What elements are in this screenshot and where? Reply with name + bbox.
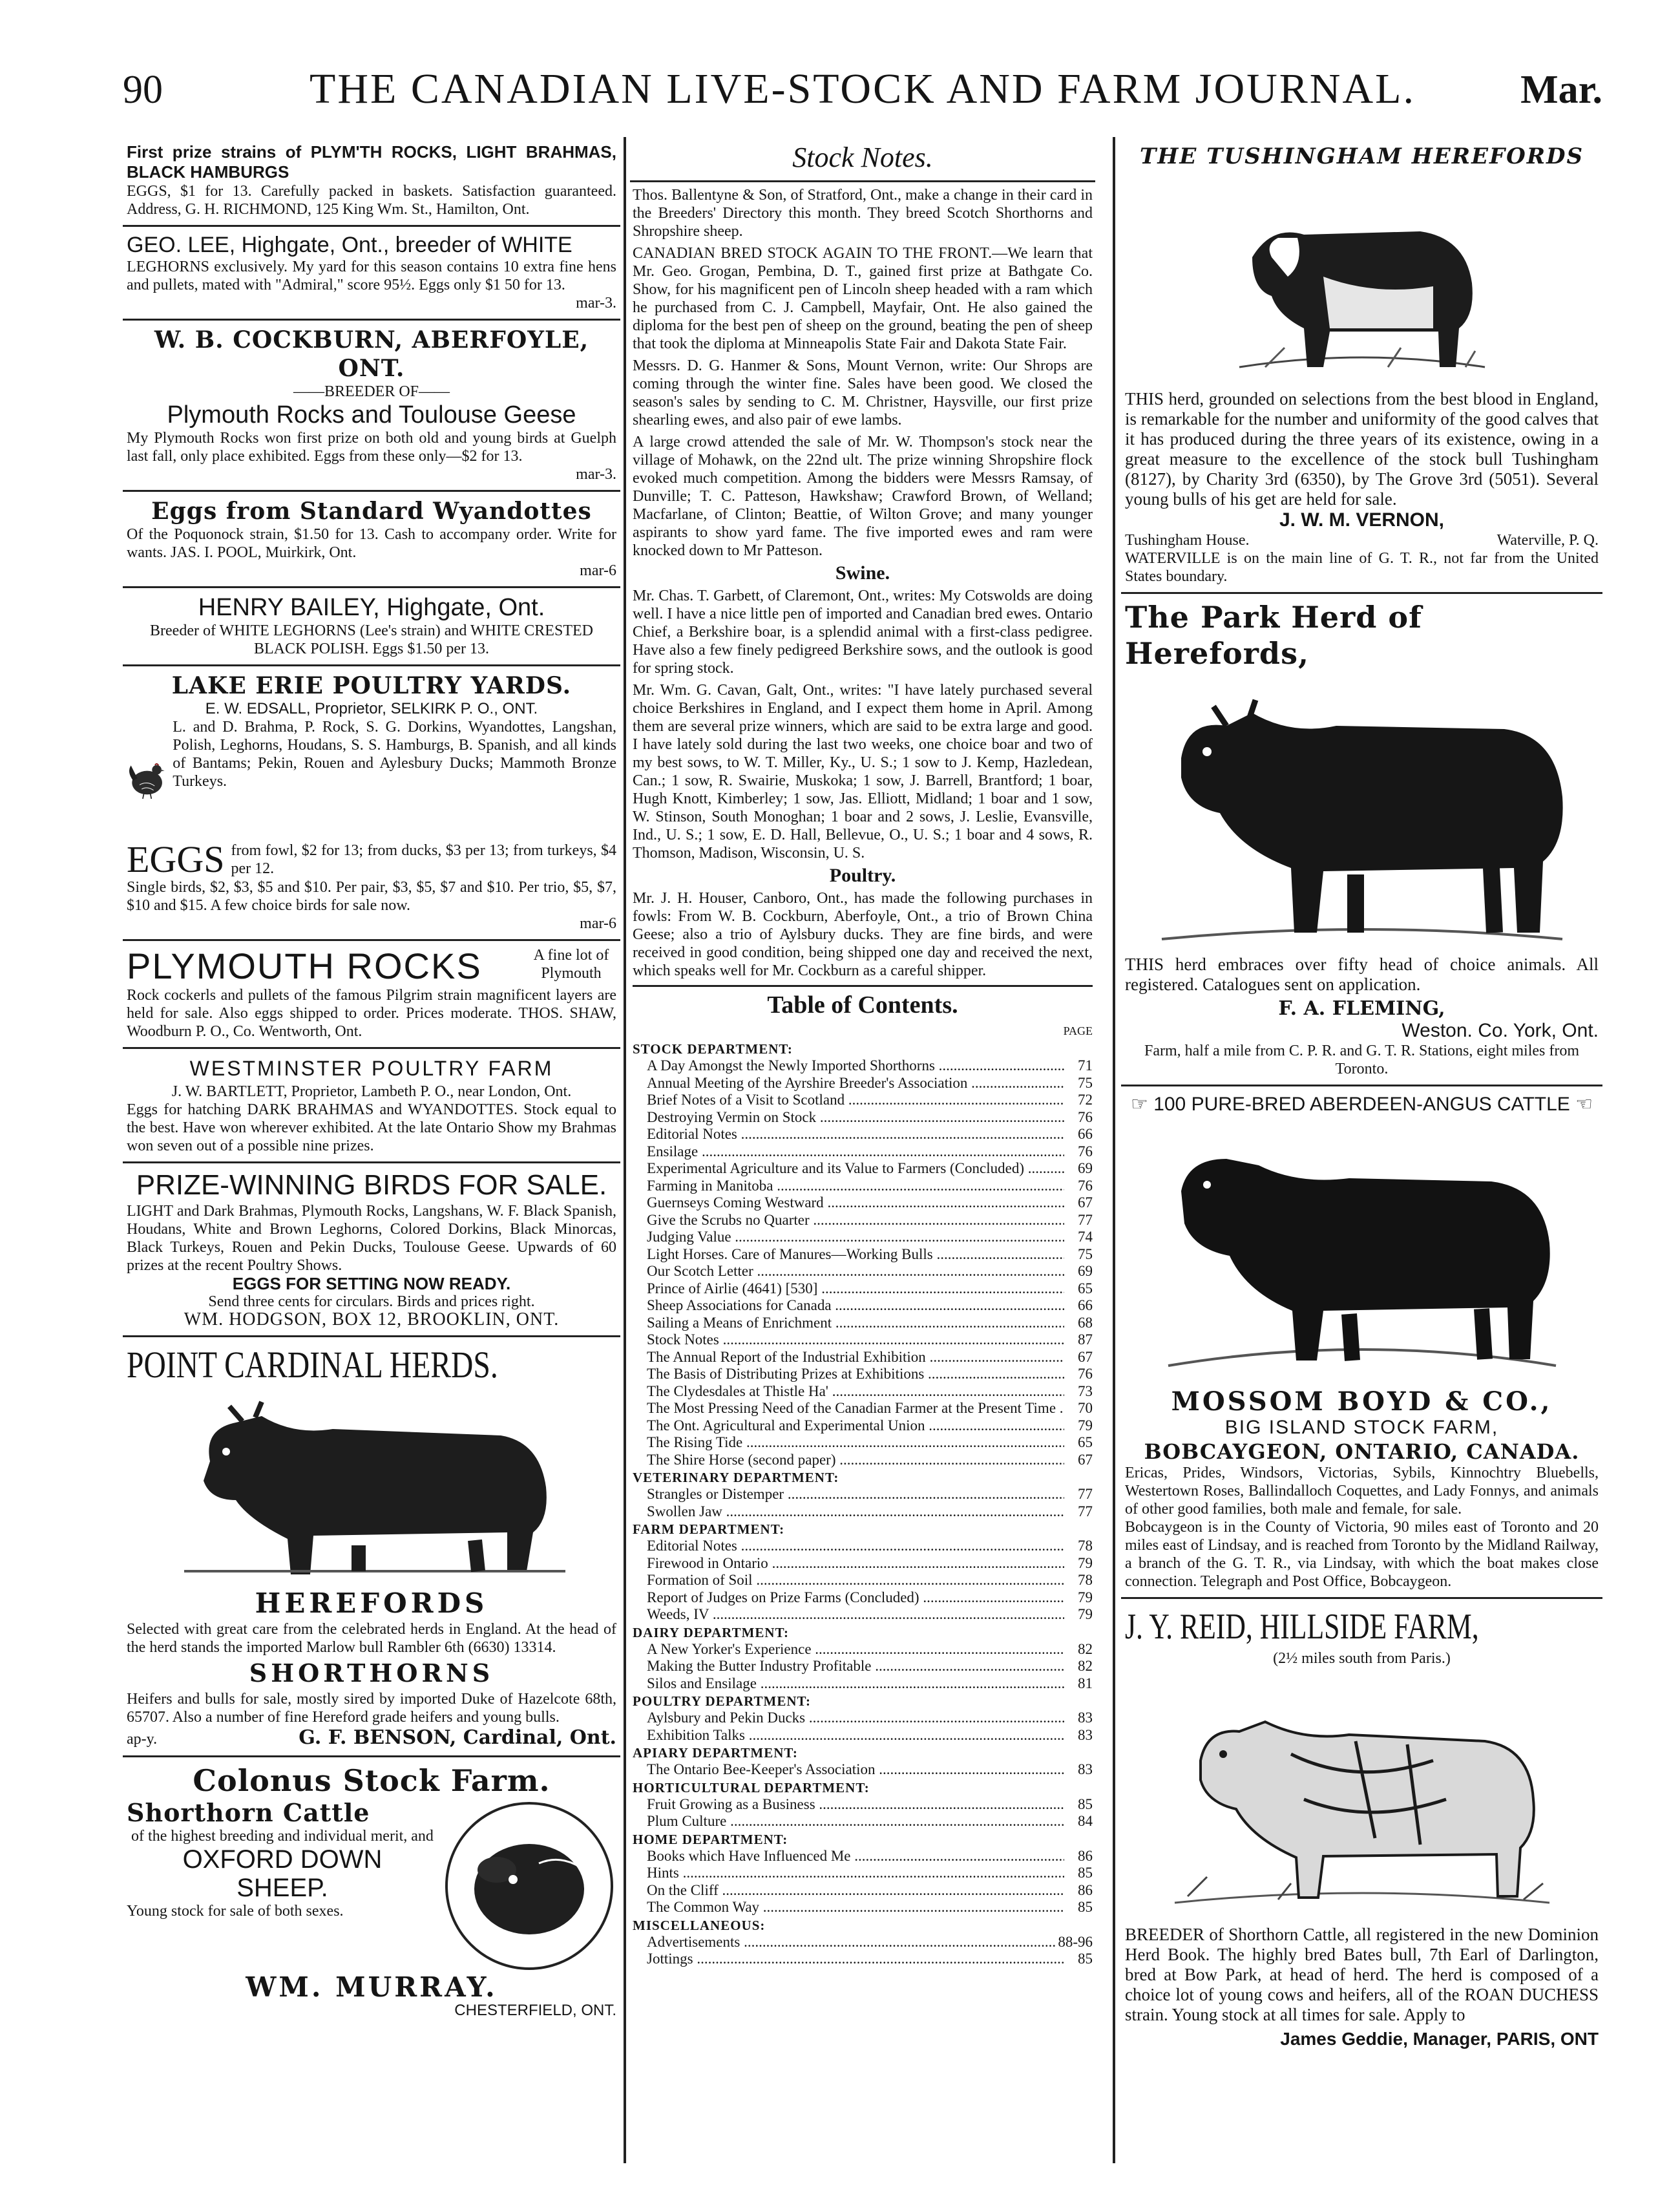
ad-signature: James Geddie, Manager, PARIS, ONT [1280, 2029, 1599, 2049]
toc-entry-title: Advertisements ..... [647, 1934, 1055, 1951]
toc-entry-page: 73 [1078, 1382, 1093, 1399]
ad-name: WM. MURRAY. [246, 1971, 498, 2003]
toc-entry-page: 74 [1078, 1229, 1093, 1245]
toc-entry[interactable] [633, 1934, 1093, 1951]
lake-erie-ad [123, 666, 620, 941]
toc-entry-page: 76 [1078, 1366, 1093, 1382]
toc-entry-page: 71 [1078, 1057, 1093, 1074]
toc-entry-page: 65 [1078, 1434, 1093, 1450]
toc-entry[interactable] [633, 1417, 1093, 1435]
issue-month: Mar. [1520, 68, 1602, 112]
toc-entry[interactable] [633, 1727, 1093, 1744]
toc-entry[interactable] [633, 1400, 1093, 1417]
toc-entry-page: 83 [1078, 1761, 1093, 1777]
toc-entry-title: Formation of Soil ..... [647, 1572, 1064, 1589]
ad-farm: BIG ISLAND STOCK FARM, [1224, 1417, 1499, 1438]
note-paragraph: Thos. Ballentyne & Son, of Stratford, Ont., make a change in their card in the Breeders' Directory this month. They breed Scotch Shorthorns and Shropshire sheep. [633, 187, 1093, 240]
toc-entry-title: Editorial Notes ..... [647, 1538, 1064, 1555]
toc-entry-page: 67 [1078, 1194, 1093, 1211]
toc-entry[interactable] [633, 1641, 1093, 1658]
left-column [123, 137, 620, 2163]
toc-entry-title: Books which Have Influenced Me ..... [647, 1848, 1064, 1865]
toc-entry-page: 67 [1078, 1348, 1093, 1365]
toc-entry[interactable] [633, 1538, 1093, 1555]
hen-illustration [127, 718, 167, 841]
ad-heading: LAKE ERIE POULTRY YARDS. [171, 672, 572, 699]
ad-banner [1125, 1092, 1599, 1117]
toc-section-heading: APIARY DEPARTMENT: [633, 1745, 798, 1761]
ad-note: Farm, half a mile from C. P. R. and G. T. R. Stations, eight miles from Toronto. [1144, 1043, 1580, 1077]
ad-code: mar-6 [580, 915, 616, 932]
note-paragraph: Mr. Chas. T. Garbett, of Claremont, Ont., writes: My Cotswolds are doing well. I have a nice little pen of imported and Canadian bred ewes. Ontario Chief, a Berkshire boar, is a splendid animal with a first-class pedigree. Have also a few finely pedigreed Berkshire sows, and the outlook is good for spring stock. [633, 588, 1093, 677]
ad-breeder-of: ——BREEDER OF—— [293, 383, 450, 400]
toc-entry-title: Hints ..... [647, 1865, 1064, 1882]
geo-lee-ad [123, 227, 620, 321]
toc-page-label: PAGE [1063, 1024, 1093, 1037]
toc-entry[interactable] [633, 1263, 1093, 1280]
toc-entry-title: Sheep Associations for Canada ..... [647, 1297, 1064, 1315]
ad-heading: GEO. LEE, Highgate, Ont., breeder of WHITE [127, 233, 572, 257]
toc-entry-title: A Day Amongst the Newly Imported Shorthorns ..... [647, 1057, 1064, 1075]
toc-entry[interactable] [633, 1555, 1093, 1572]
ad-heading: THE TUSHINGHAM HEREFORDS [1139, 143, 1584, 169]
ad-heading: WESTMINSTER POULTRY FARM [189, 1057, 554, 1080]
ad-heading: PLYMOUTH ROCKS [127, 946, 482, 986]
toc-entry-title: Plum Culture ..... [647, 1813, 1064, 1830]
ad-row [127, 1799, 616, 1973]
note-paragraph: Mr. Wm. G. Cavan, Galt, Ont., writes: "I have lately purchased several choice Berkshires in England, and I expect them home in April. Among them are several prize winners, which are said to be extra large and good. I have lately sold during the last two weeks, one choice boar and two of my best sows, to W. T. Miller, Ky., U. S.; 1 sow to J. Kemp, Hazledean, Can.; 1 sow, R. Swairie, Muskoka; 1 sow, J. Barrell, Brantford; 1 boar, Hugh Knott, Kimberley; 1 sow, Jas. Elliott, Midland; 1 boar and 1 sow, W. Stinson, South Monoghan; 1 boar and 2 sows, J. Leslie, Evansville, Ind., U. S.; 1 sow, E. D. Hall, Bellevue, O., U. S.; 1 boar and 4 sows, R. Thomson, Madison, Wisconsin, U. S. [633, 682, 1093, 862]
oxford-line1: OXFORD DOWN [182, 1845, 383, 1874]
ad-place: CHESTERFIELD, ONT. [454, 2002, 616, 2019]
toc-entry[interactable] [633, 1848, 1093, 1865]
toc-entry-title: Editorial Notes ..... [647, 1126, 1064, 1143]
toc-entry-page: 82 [1078, 1640, 1093, 1657]
toc-entry[interactable] [633, 1813, 1093, 1830]
column-rule-right [1113, 137, 1115, 2163]
toc-entry-page: 76 [1078, 1177, 1093, 1194]
toc-entry-title: Strangles or Distemper ..... [647, 1486, 1064, 1503]
bailey-ad [123, 588, 620, 666]
eggs-prices: from fowl, $2 for 13; from ducks, $3 per 13; from turkeys, $4 per 12. [231, 842, 616, 877]
colonus-ad [123, 1757, 620, 2026]
point-cardinal-ad [123, 1337, 620, 1757]
toc-section-heading: HORTICULTURAL DEPARTMENT: [633, 1779, 870, 1795]
toc-entry[interactable] [633, 1710, 1093, 1727]
middle-column [630, 137, 1095, 2163]
column-rule-left [624, 137, 626, 2163]
ad-text [127, 1799, 438, 1973]
toc-entry[interactable] [633, 1178, 1093, 1195]
page-number: 90 [123, 68, 163, 112]
toc-entry[interactable] [633, 1126, 1093, 1143]
toc-entry[interactable] [633, 1572, 1093, 1589]
ad-house: Tushingham House. [1125, 532, 1250, 549]
toc-entry[interactable] [633, 1297, 1093, 1315]
toc-entry[interactable] [633, 1434, 1093, 1452]
toc-entry-title: Prince of Airlie (4641) [530] ..... [647, 1280, 1064, 1298]
ad-code: mar-6 [580, 562, 616, 579]
toc-entry-title: Light Horses. Care of Manures—Working Bulls ..... [647, 1246, 1064, 1264]
note-paragraph: Mr. J. H. Houser, Canboro, Ont., has made the following purchases in fowls: From W. B. Cockburn, Aberfoyle, Ont., a trio of Brown China Geese; also a trio of Aylsbury ducks. They are fine birds, and were received in good condition, being shipped one day and received the next, which speaks well for Mr. Cockburn as a careful shipper. [633, 889, 1093, 987]
ad-body: LIGHT and Dark Brahmas, Plymouth Rocks, Langshans, W. F. Black Spanish, Houdans, White and Brown Leghorns, Colored Dorkins, Black Minorcas, Black Turkeys, Rouen and Pekin Ducks, Toulouse Geese. Upwards of 60 prizes at the recent Poultry Shows. [127, 1203, 616, 1274]
toc-entry-page: 85 [1078, 1795, 1093, 1812]
ad-send-line: Send three cents for circulars. Birds and prices right. [208, 1293, 535, 1310]
toc-entry-page: 72 [1078, 1092, 1093, 1108]
toc-entry-page: 86 [1078, 1847, 1093, 1864]
toc-entry-page: 76 [1078, 1143, 1093, 1159]
ad-note: Bobcaygeon is in the County of Victoria, 90 miles east of Toronto and 20 miles east of Lindsay, and is reached from Toronto by the Midland Railway, a branch of the G. T. R., via Lindsay, with which the boat makes close connection. Telegraph and Post Office, Bobcaygeon. [1125, 1519, 1599, 1590]
page-header [123, 62, 1602, 119]
toc-entry-title: Exhibition Talks ..... [647, 1727, 1064, 1744]
stock-notes [630, 182, 1095, 987]
toc-entry-page: 69 [1078, 1263, 1093, 1279]
ad-sub: (2½ miles south from Paris.) [1273, 1650, 1451, 1667]
shaw-ad [123, 941, 620, 1049]
toc-entry-page: 85 [1078, 1951, 1093, 1967]
toc-entry-title: The Rising Tide ..... [647, 1434, 1064, 1452]
toc-entry[interactable] [633, 1606, 1093, 1624]
mossom-boyd-ad [1121, 1086, 1602, 1599]
toc-entry[interactable] [633, 1160, 1093, 1178]
toc-entry[interactable] [633, 1865, 1093, 1882]
toc-entry-title: Weeds, IV ..... [647, 1606, 1064, 1624]
note-paragraph: CANADIAN BRED STOCK AGAIN TO THE FRONT.—We learn that Mr. Geo. Grogan, Pembina, D. T., gained first prize at Bathgate Co. Show, for his magnificent pen of Lincoln sheep headed with a ram which he purchased from C. J. Campbell, Mayfair, Ont. He also gained the diploma for the best pen of sheep on the ground, beating the pen of sheep that took the diploma at Minneapolis State Fair and Dakota State Fair. [633, 245, 1093, 352]
toc-entry-title: On the Cliff ..... [647, 1882, 1064, 1900]
ad-heading: Eggs from Standard Wyandottes [151, 498, 592, 525]
ad-desc: of the highest breeding and individual merit, and [131, 1828, 434, 1845]
toc-entry-page: 78 [1078, 1538, 1093, 1554]
toc-entry-title: Swollen Jaw ..... [647, 1503, 1064, 1521]
toc-section-heading: STOCK DEPARTMENT: [633, 1041, 793, 1057]
toc-entry[interactable] [633, 1951, 1093, 1968]
toc-entry[interactable] [633, 1366, 1093, 1383]
toc-entry-title: Farming in Manitoba ..... [647, 1178, 1064, 1195]
toc-entry[interactable] [633, 1092, 1093, 1109]
ad-code: mar-3. [576, 466, 616, 483]
toc-entry-title: Give the Scrubs no Quarter ..... [647, 1212, 1064, 1229]
poultry-heading: Poultry. [829, 865, 896, 886]
toc-entry[interactable] [633, 1057, 1093, 1075]
angus-cattle-illustration [1155, 1120, 1569, 1385]
pointing-hand-icon: ☜ [1575, 1094, 1593, 1115]
ad-body: THIS herd, grounded on selections from the best blood in England, is remarkable for the number and uniformity of the good calves that it has produced during the three years of its existence, owing in a great measure to the excellence of the stock bull Tushingham (8127), by Charity 3rd (6350), by The Grove 3rd (5051). Several young bulls of his get are held for sale. [1125, 389, 1599, 509]
toc-entry-page: 83 [1078, 1710, 1093, 1726]
toc-entry-page: 78 [1078, 1572, 1093, 1588]
toc-entry-page: 66 [1078, 1297, 1093, 1313]
herefords-heading: HEREFORDS [255, 1587, 488, 1619]
toc-entry-page: 65 [1078, 1280, 1093, 1297]
journal-title: THE CANADIAN LIVE-STOCK AND FARM JOURNAL. [310, 65, 1416, 112]
ad-proprietor: E. W. EDSALL, Proprietor, SELKIRK P. O., ONT. [205, 700, 538, 717]
ad-heading: Colonus Stock Farm. [193, 1763, 551, 1798]
toc-entry-page: 82 [1078, 1658, 1093, 1674]
toc-entry[interactable] [633, 1486, 1093, 1503]
ad-breeds-line: First prize strains of PLYM'TH ROCKS, LIGHT BRAHMAS, BLACK HAMBURGS [127, 142, 616, 182]
toc-entry[interactable] [633, 1882, 1093, 1900]
toc-entry-page: 85 [1078, 1865, 1093, 1881]
ad-heading: Plymouth Rocks and Toulouse Geese [167, 401, 576, 429]
toc-title: Table of Contents. [767, 991, 958, 1019]
ad-body: Of the Poquonock strain, $1.50 for 13. Cash to accompany order. Write for wants. JAS. I. POOL, Muirkirk, Ont. [127, 526, 616, 561]
ad-note: WATERVILLE is on the main line of G. T. R., not far from the United States boundary. [1125, 550, 1599, 585]
toc-entry-page: 86 [1078, 1881, 1093, 1898]
toc-entry-title: The Basis of Distributing Prizes at Exhibitions ..... [647, 1366, 1064, 1383]
toc-entry[interactable] [633, 1315, 1093, 1332]
toc-entry-page: 84 [1078, 1813, 1093, 1829]
toc-entry[interactable] [633, 1675, 1093, 1693]
ad-eggs-line: EGGS, $1 for 13. Carefully packed in baskets. Satisfaction guaranteed. Address, G. H. RICHMOND, 125 King Wm. St., Hamilton, Ont. [127, 183, 616, 218]
shorthorns-text: Heifers and bulls for sale, mostly sired by imported Duke of Hazelcote 68th, 65707. Also a number of fine Hereford grade heifers and young bulls. [127, 1691, 616, 1726]
stock-notes-heading: Stock Notes. [630, 137, 1095, 182]
toc-entry-page: 83 [1078, 1726, 1093, 1743]
eggs-word: EGGS [127, 838, 225, 880]
toc-entry-title: Sailing a Means of Enrichment ..... [647, 1315, 1064, 1332]
sheep-head-illustration [442, 1799, 616, 1973]
ad-breeds: L. and D. Brahma, P. Rock, S. G. Dorkins, Wyandottes, Langshan, Polish, Leghorns, Houdans, S. S. Hamburgs, B. Spanish, and all kinds of Bantams; Pekin, Rouen and Aylesbury Ducks; Mammoth Bronze Turkeys. [173, 719, 616, 790]
toc-section-heading: DAIRY DEPARTMENT: [633, 1624, 790, 1640]
toc-entry-title: Brief Notes of a Visit to Scotland ..... [647, 1092, 1064, 1109]
toc-entry-page: 81 [1078, 1675, 1093, 1691]
toc-entry-title: Silos and Ensilage ..... [647, 1675, 1064, 1693]
ad-code: mar-3. [576, 295, 616, 312]
ad-town: Waterville, P. Q. [1496, 532, 1599, 549]
hereford-bull-illustration [1142, 674, 1582, 952]
wyandottes-ad [123, 492, 620, 588]
shorthorns-heading: SHORTHORNS [249, 1658, 494, 1688]
ad-footer [127, 1726, 616, 1749]
toc-entry-title: Guernseys Coming Westward ..... [647, 1194, 1064, 1212]
toc-entry-title: The Shire Horse (second paper) ..... [647, 1452, 1064, 1469]
toc-entry-title: The Ont. Agricultural and Experimental Union ..... [647, 1417, 1064, 1435]
toc-entry[interactable] [633, 1503, 1093, 1521]
toc-entry[interactable] [633, 1194, 1093, 1212]
ad-banner-text: 100 PURE-BRED ABERDEEN-ANGUS CATTLE [1153, 1094, 1570, 1115]
toc-entry-title: The Annual Report of the Industrial Exhibition ..... [647, 1349, 1064, 1366]
toc-entry[interactable] [633, 1229, 1093, 1246]
westminster-ad [123, 1049, 620, 1163]
toc-section-heading: FARM DEPARTMENT: [633, 1521, 785, 1537]
right-column [1121, 137, 1602, 2163]
ad-heading: POINT CARDINAL HERDS. [127, 1344, 498, 1386]
hereford-bull-illustration [165, 1390, 578, 1584]
ad-body: My Plymouth Rocks won first prize on both old and young birds at Guelph last fall, only place exhibited. Eggs from these only—$2 for 13. [127, 430, 616, 465]
toc-entry-page: 79 [1078, 1554, 1093, 1571]
ad-address [1125, 531, 1599, 549]
park-herd-ad [1121, 594, 1602, 1086]
ad-row [127, 718, 616, 841]
ad-heading: HENRY BAILEY, Highgate, Ont. [198, 594, 545, 621]
toc-entry-title: Judging Value ..... [647, 1229, 1064, 1246]
ad-proprietor: J. W. BARTLETT, Proprietor, Lambeth P. O., near London, Ont. [171, 1083, 572, 1100]
toc-entry-title: Experimental Agriculture and its Value to Farmers (Concluded) ..... [647, 1160, 1064, 1178]
ad-sub: Shorthorn Cattle [127, 1798, 370, 1827]
oxford-line2: SHEEP. [236, 1874, 328, 1902]
ad-eggs-line: EGGS FOR SETTING NOW READY. [232, 1274, 511, 1293]
ad-signature: WM. HODGSON, BOX 12, BROOKLIN, ONT. [184, 1309, 560, 1329]
ad-heading: PRIZE-WINNING BIRDS FOR SALE. [136, 1169, 607, 1201]
toc-entry-page: 77 [1078, 1211, 1093, 1228]
ad-birds-prices: Single birds, $2, $3, $5 and $10. Per pair, $3, $5, $7 and $10. Per trio, $5, $7, $10 and $15. A few choice birds for sale now. [127, 879, 616, 914]
ad-body: Rock cockerls and pullets of the famous Pilgrim strain magnificent layers are held for sale. Also eggs shipped to order. Prices moderate. THOS. SHAW, Woodburn P. O., Co. Wentworth, Ont. [127, 987, 616, 1040]
tushingham-ad [1121, 137, 1602, 594]
toc-section-heading: HOME DEPARTMENT: [633, 1831, 788, 1847]
toc-entry[interactable] [633, 1349, 1093, 1366]
toc-section-heading: POULTRY DEPARTMENT: [633, 1693, 811, 1709]
note-paragraph: A large crowd attended the sale of Mr. W. Thompson's stock near the village of Mohawk, on the 22nd ult. The prize winning Shropshire flock evoked much competition. Among the bidders were Messrs Ramsay, of Dunville; T. C. Patteson, Hawkshaw; Crawford Brown, of Welland; Macfarlane, of Clinton; Beattie, of Wilton Grove; and many younger aspirants to show yard fame. The five imported ewes and ram were knocked down to Mr Patteson. [633, 434, 1093, 559]
ad-signature: G. F. BENSON, Cardinal, Ont. [299, 1726, 616, 1749]
toc-entry[interactable] [633, 1452, 1093, 1469]
toc-entry[interactable] [633, 1658, 1093, 1675]
toc-entry[interactable] [633, 1796, 1093, 1814]
ad-heading: J. Y. REID, HILLSIDE FARM, [1125, 1607, 1479, 1647]
toc-entry-page: 77 [1078, 1503, 1093, 1519]
toc-entry-page: 85 [1078, 1899, 1093, 1915]
toc-entry-page: 77 [1078, 1486, 1093, 1502]
toc-entry-title: Fruit Growing as a Business ..... [647, 1796, 1064, 1814]
toc-entry-page: 76 [1078, 1108, 1093, 1125]
pointing-hand-icon: ☞ [1130, 1094, 1148, 1115]
toc-entry-title: Our Scotch Letter ..... [647, 1263, 1064, 1280]
ad-code: ap-y. [127, 1731, 158, 1748]
toc-entry[interactable] [633, 1109, 1093, 1127]
toc-entry-title: The Clydesdales at Thistle Ha' ..... [647, 1383, 1064, 1401]
toc-entry[interactable] [633, 1212, 1093, 1229]
ad-eggs-line [127, 838, 616, 880]
ad-name: F. A. FLEMING, [1278, 997, 1445, 1020]
toc-entry-page: 79 [1078, 1589, 1093, 1605]
ad-body: Ericas, Prides, Windsors, Victorias, Sybils, Kinnochtry Bluebells, Westertown Roses, Ballindalloch Coquettes, and Lady Fonnys, and animals of other good families, both male and female, for sale. [1125, 1465, 1599, 1518]
toc-entry[interactable] [633, 1383, 1093, 1401]
ad-body: BREEDER of Shorthorn Cattle, all registered in the new Dominion Herd Book. The highly bred Bates bull, 7th Earl of Darlington, bred at Bow Park, at head of herd. The herd is composed of a choice lot of young cows and heifers, all of the ROAN DUCHESS strain. Young stock at all times for sale. Apply to [1125, 1925, 1599, 2024]
ad-aside: A fine lot of Plymouth [533, 947, 609, 982]
toc-entry-page: 69 [1078, 1160, 1093, 1176]
ad-body: Eggs for hatching DARK BRAHMAS and WYANDOTTES. Stock equal to the best. Have won wherever exhibited. At the late Ontario Show my Brahmas won seven out of a possible nine prizes. [127, 1101, 616, 1154]
toc-entry-page: 66 [1078, 1126, 1093, 1142]
toc-entry[interactable] [633, 1331, 1093, 1349]
shorthorn-cow-illustration [1162, 1670, 1562, 1922]
toc-entry-page: 79 [1078, 1417, 1093, 1434]
toc-entry[interactable] [633, 1761, 1093, 1779]
herefords-text: Selected with great care from the celebrated herds in England. At the head of the herd stands the imported Marlow bull Rambler 6th (6630) 13314. [127, 1621, 616, 1656]
ad-body: THIS herd embraces over fifty head of choice animals. All registered. Catalogues sent on application. [1125, 955, 1599, 994]
swine-heading: Swine. [835, 562, 890, 584]
ad-place: Weston. Co. York, Ont. [1402, 1020, 1599, 1041]
toc-entry-title: The Most Pressing Need of the Canadian Farmer at the Present Time ..... [647, 1400, 1064, 1417]
plymouth-brahmas-ad [123, 137, 620, 227]
toc-entry-title: The Common Way ..... [647, 1899, 1064, 1916]
note-paragraph: Messrs. D. G. Hanmer & Sons, Mount Vernon, write: Our Shrops are coming through the winter fine. Sales have been good. We closed the season's sales by sending to C. M. Christner, Haysville, our first prize shearling ewes, and also pair of ewe lambs. [633, 357, 1093, 429]
ad-body: Breeder of WHITE LEGHORNS (Lee's strain) and WHITE CRESTED BLACK POLISH. Eggs $1.50 per 13. [150, 622, 593, 657]
toc-entry-title: Stock Notes ..... [647, 1331, 1064, 1349]
toc-entry-title: The Ontario Bee-Keeper's Association ..... [647, 1761, 1064, 1779]
ad-heading: The Park Herd of Herefords, [1125, 600, 1422, 671]
toc-entry-page: 70 [1078, 1400, 1093, 1416]
toc-entry-title: Destroying Vermin on Stock ..... [647, 1109, 1064, 1127]
toc-entry-title: Firewood in Ontario ..... [647, 1555, 1064, 1572]
toc-entry[interactable] [633, 1280, 1093, 1298]
toc-section-heading: VETERINARY DEPARTMENT: [633, 1470, 839, 1485]
toc-entry[interactable] [633, 1143, 1093, 1161]
hereford-bull-illustration [1226, 173, 1498, 386]
toc-body [633, 1022, 1093, 1968]
toc-entry-page: 88-96 [1058, 1933, 1093, 1950]
toc-entry-title: Aylsbury and Pekin Ducks ..... [647, 1710, 1064, 1727]
toc-entry-page: 67 [1078, 1451, 1093, 1468]
toc-entry-page: 79 [1078, 1606, 1093, 1622]
hodgson-ad [123, 1163, 620, 1337]
ad-name: W. B. COCKBURN, ABERFOYLE, ONT. [154, 326, 589, 382]
toc-entry-title: A New Yorker's Experience ..... [647, 1641, 1064, 1658]
toc-entry[interactable] [633, 1589, 1093, 1607]
ad-name: MOSSOM BOYD & CO., [1171, 1386, 1553, 1417]
table-of-contents [630, 991, 1095, 1968]
toc-entry-title: Making the Butter Industry Profitable ..... [647, 1658, 1064, 1675]
ad-body: LEGHORNS exclusively. My yard for this season contains 10 extra fine hens and pullets, mated with "Admiral," score 95½. Eggs only $1 50 for 13. [127, 259, 616, 293]
toc-entry[interactable] [633, 1075, 1093, 1092]
toc-entry[interactable] [633, 1899, 1093, 1916]
toc-entry[interactable] [633, 1246, 1093, 1264]
ad-heading-row [127, 946, 616, 986]
toc-entry-title: Annual Meeting of the Ayrshire Breeder's Association ..... [647, 1075, 1064, 1092]
toc-entry-page: 87 [1078, 1331, 1093, 1348]
cockburn-ad [123, 321, 620, 492]
ad-signature: J. W. M. VERNON, [1279, 509, 1445, 531]
toc-entry-title: Ensilage ..... [647, 1143, 1064, 1161]
ad-place: BOBCAYGEON, ONTARIO, CANADA. [1144, 1439, 1580, 1464]
toc-section-heading: MISCELLANEOUS: [633, 1917, 766, 1933]
ad-young: Young stock for sale of both sexes. [127, 1903, 344, 1920]
toc-entry-title: Jottings ..... [647, 1951, 1064, 1968]
toc-entry-page: 68 [1078, 1314, 1093, 1331]
reid-ad [1121, 1599, 1602, 2056]
toc-entry-page: 75 [1078, 1245, 1093, 1262]
toc-entry-title: Report of Judges on Prize Farms (Concluded) ..... [647, 1589, 1064, 1607]
toc-entry-page: 75 [1078, 1074, 1093, 1091]
